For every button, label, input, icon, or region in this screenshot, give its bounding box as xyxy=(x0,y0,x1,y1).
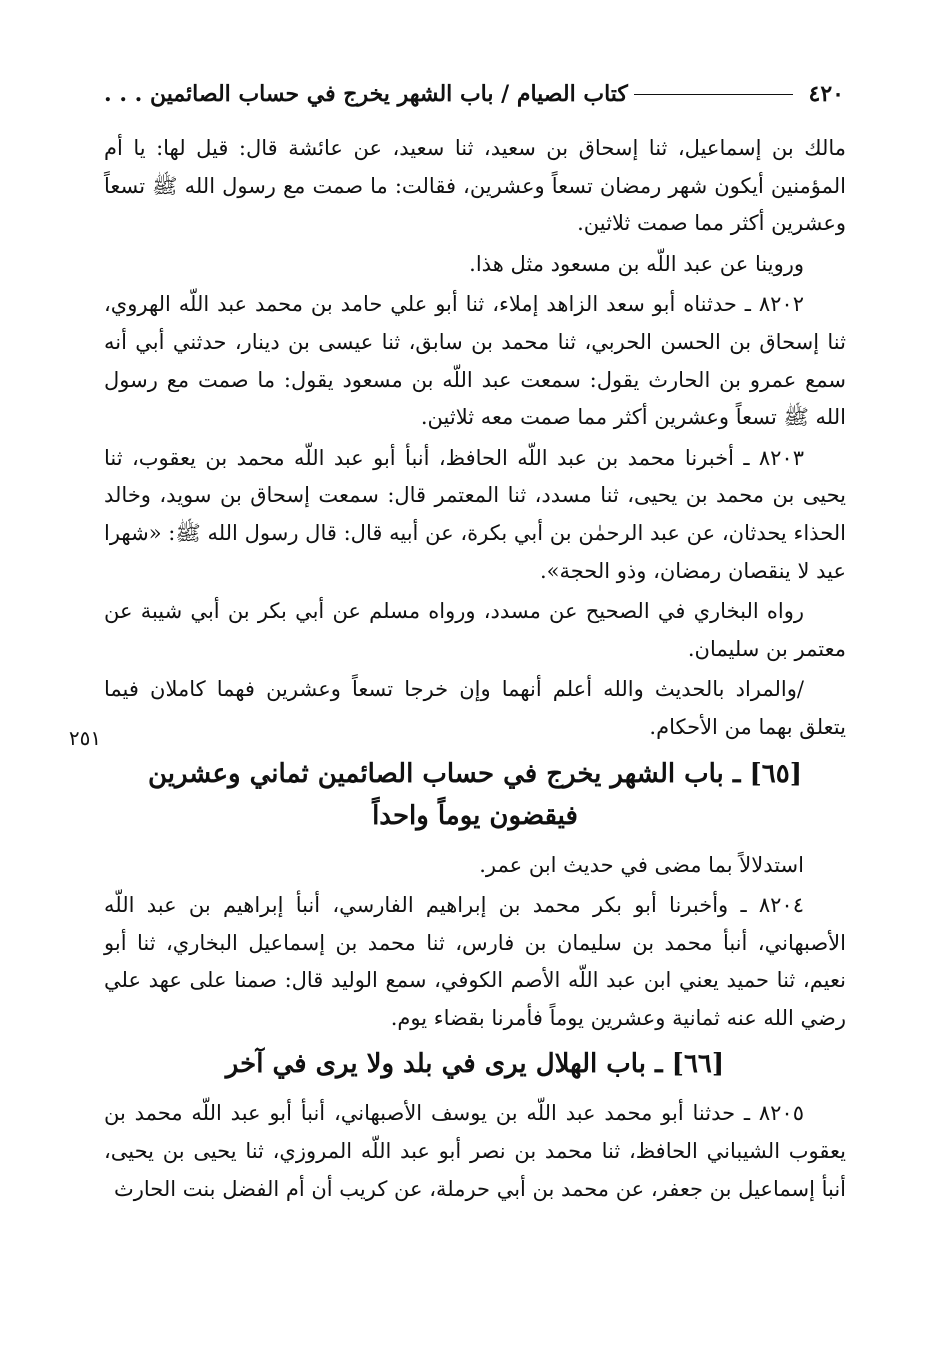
paragraph-hadith-8204: ٨٢٠٤ ـ وأخبرنا أبو بكر محمد بن إبراهيم الفارسي، أنبأ إبراهيم بن عبد اللّه الأصبهاني، أنبأ محمد بن سليمان بن فارس، ثنا محمد بن إسماعيل البخاري، ثنا أبو نعيم، ثنا حميد يعني ابن عبد اللّه الأصم الكوفي، سمع الوليد قال: صمنا على عهد علي رضي الله عنه ثمانية وعشرين يوماً فأمرنا بقضاء يوم. xyxy=(104,893,846,1030)
paragraph-source-note: رواه البخاري في الصحيح عن مسدد، ورواه مسلم عن أبي بكر بن أبي شيبة عن معتمر بن سليمان. xyxy=(104,599,846,661)
paragraph-narration-note: وروينا عن عبد اللّه بن مسعود مثل هذا. xyxy=(469,251,804,276)
paragraph-continuation: مالك بن إسماعيل، ثنا إسحاق بن سعيد، ثنا سعيد، عن عائشة قال: قيل لها: يا أم المؤمنين أيكون شهر رمضان تسعاً وعشرين، فقالت: ما صمت مع رسول الله ﷺ تسعاً وعشرين أكثر مما صمت ثلاثين. xyxy=(104,136,846,236)
running-title: كتاب الصيام / باب الشهر يخرج في حساب الصائمين . . . xyxy=(104,81,628,107)
paragraph-hadith-8203: ٨٢٠٣ ـ أخبرنا محمد بن عبد اللّه الحافظ، أنبأ أبو عبد اللّه محمد بن يعقوب، ثنا يحيى بن محمد بن يحيى، ثنا مسدد، ثنا المعتمر قال: سمعت إسحاق بن سويد، وخالد الحذاء يحدثان، عن عبد الرحمٰن بن أبي بكرة، عن أبيه قال: قال رسول الله ﷺ: «شهرا عيد لا ينقصان رمضان، وذو الحجة». xyxy=(104,445,846,583)
paragraph-inference: استدلالاً بما مضى في حديث ابن عمر. xyxy=(479,852,804,877)
chapter-heading-65: [٦٥] ـ باب الشهر يخرج في حساب الصائمين ثماني وعشرين فيقضون يوماً واحداً xyxy=(147,758,803,831)
header-rule xyxy=(634,94,793,95)
paragraph-hadith-8202: ٨٢٠٢ ـ حدثناه أبو سعد الزاهد إملاء، ثنا أبو علي حامد بن محمد عبد اللّه الهروي، ثنا إسحاق بن الحسن الحربي، ثنا محمد بن سابق، ثنا عيسى بن دينار، حدثني أبي أنه سمع عمرو بن الحارث يقول: سمعت عبد اللّه بن مسعود يقول: ما صمت مع رسول الله ﷺ تسعاً وعشرين أكثر مما صمت معه ثلاثين. xyxy=(104,292,846,430)
paragraph-hadith-8205: ٨٢٠٥ ـ حدثنا أبو محمد عبد اللّه بن يوسف الأصبهاني، أنبأ أبو عبد اللّه محمد بن يعقوب الشيباني الحافظ، ثنا محمد بن نصر أبو عبد اللّه المروزي، ثنا يحيى بن يحيى، أنبأ إسماعيل بن جعفر، عن محمد بن أبي حرملة، عن كريب أن أم الفضل بنت الحارث xyxy=(104,1101,846,1201)
paragraph-explanation: /والمراد بالحديث والله أعلم أنهما وإن خرجا تسعاً وعشرين فهما كاملان فيما يتعلق بهما من الأحكام. xyxy=(104,677,846,739)
margin-page-marker: ٢٥١ xyxy=(68,726,102,750)
page-number: ٤٢٠ xyxy=(808,81,844,107)
page-body xyxy=(104,130,846,1211)
page-header xyxy=(104,74,844,114)
chapter-heading-66: [٦٦] ـ باب الهلال يرى في بلد ولا يرى في آخر xyxy=(225,1049,725,1080)
